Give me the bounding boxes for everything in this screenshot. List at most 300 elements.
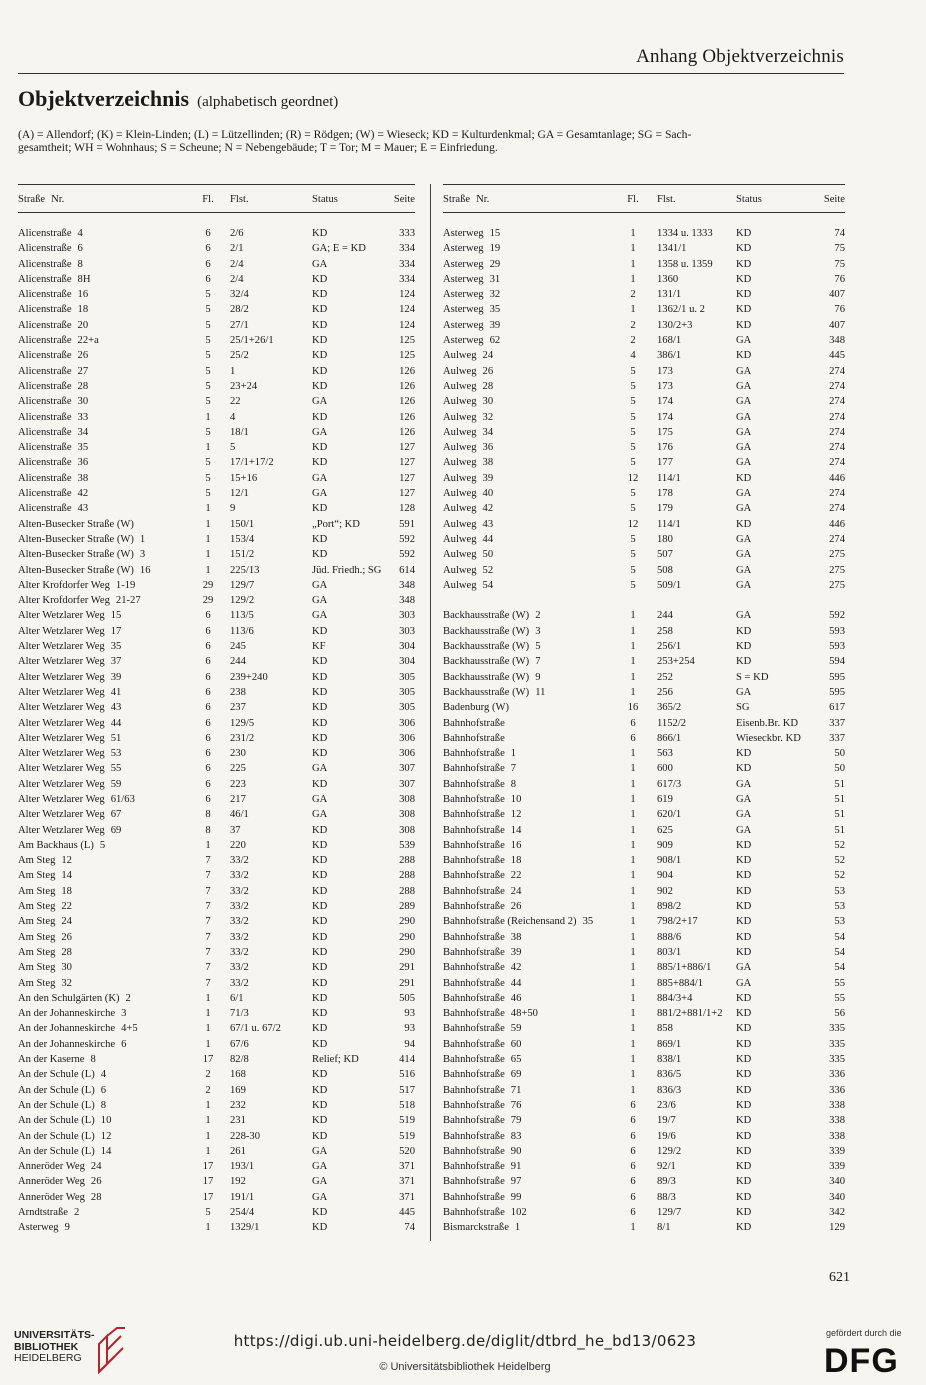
entry-page: 274: [829, 426, 845, 438]
entry-flur: 6: [205, 273, 211, 285]
entry-flur: 5: [205, 472, 211, 484]
entry-street: Alicenstraße: [18, 350, 72, 362]
entry-page: 55: [834, 992, 845, 1004]
entry-street-cell: [18, 1068, 106, 1081]
entry-flur: 6: [205, 778, 211, 790]
index-entry: [18, 411, 415, 426]
entry-flurstueck: 220: [230, 839, 246, 851]
entry-flur: 2: [630, 289, 636, 301]
entry-street-cell: [443, 564, 493, 577]
entry-flur: 5: [630, 442, 636, 454]
entry-status: KD: [736, 1099, 752, 1111]
entry-flur: 5: [630, 457, 636, 469]
entry-page: 307: [399, 778, 415, 790]
index-entry: [18, 288, 415, 303]
entry-status: Wieseckbr. KD: [736, 732, 801, 744]
entry-street: Alicenstraße: [18, 335, 72, 347]
entry-page: 126: [399, 396, 415, 408]
index-entry: [18, 334, 415, 349]
entry-street: Am Steg: [18, 946, 56, 958]
entry-status: KD: [312, 350, 328, 362]
entry-page: 274: [829, 457, 845, 469]
entry-page: 518: [399, 1099, 415, 1111]
index-entry: [18, 640, 415, 655]
entry-status: GA: [736, 579, 752, 591]
entry-status: GA: [312, 809, 328, 821]
entry-street-cell: [18, 977, 72, 990]
entry-street-cell: [18, 1053, 96, 1066]
entry-street-cell: [443, 472, 493, 485]
entry-flur: 1: [630, 258, 636, 270]
index-entry: [443, 762, 845, 777]
entry-street: Bahnhofstraße: [443, 1099, 505, 1111]
entry-status: KD: [736, 916, 752, 928]
entry-status: GA: [736, 610, 752, 622]
entry-status: KD: [736, 870, 752, 882]
entry-street: An der Johanneskirche: [18, 1008, 116, 1020]
entry-street-cell: [18, 456, 88, 469]
index-entry: [443, 686, 845, 701]
entry-number: 43: [77, 503, 89, 515]
index-entry: [443, 885, 845, 900]
index-entry: [18, 671, 415, 686]
entry-flur: 1: [630, 748, 636, 760]
entry-flurstueck: 238: [230, 686, 246, 698]
entry-status: GA: [736, 488, 752, 500]
entry-street: Am Steg: [18, 916, 56, 928]
entry-flur: 7: [205, 901, 211, 913]
entry-status: KD: [312, 977, 328, 989]
entry-status: KD: [312, 1099, 328, 1111]
entry-page: 127: [399, 472, 415, 484]
entry-flur: 1: [205, 564, 211, 576]
entry-page: 125: [399, 350, 415, 362]
index-entry: [18, 319, 415, 334]
entry-flur: 5: [630, 579, 636, 591]
entry-number: 2: [74, 1207, 80, 1218]
index-entry: [18, 395, 415, 410]
entry-street-cell: [443, 625, 540, 638]
index-entry: [18, 242, 415, 257]
entry-flurstueck: 237: [230, 702, 246, 714]
entry-page: 445: [829, 350, 845, 362]
entry-flur: 2: [630, 319, 636, 331]
entry-number: 1: [514, 1222, 521, 1234]
entry-flurstueck: 898/2: [657, 901, 682, 913]
entry-flurstueck: 92/1: [657, 1161, 676, 1173]
entry-street: Bahnhofstraße: [443, 793, 505, 805]
entry-status: KD: [736, 304, 752, 316]
index-entry: [18, 839, 415, 854]
entry-status: KD: [736, 763, 752, 775]
entry-status: KD: [736, 1069, 752, 1081]
entry-flurstueck: 114/1: [657, 472, 681, 484]
entry-street-cell: [443, 426, 493, 439]
entry-flurstueck: 19/7: [657, 1115, 676, 1127]
entry-status: KD: [312, 870, 328, 882]
entry-number: 26: [510, 901, 522, 913]
entry-flur: 6: [205, 702, 211, 714]
entry-flur: 6: [205, 732, 211, 744]
entry-status: KD: [312, 824, 328, 836]
entry-number: 71: [510, 1084, 522, 1096]
entry-street: Bahnhofstraße: [443, 1069, 505, 1081]
entry-page: 414: [399, 1054, 415, 1066]
entry-street-cell: [18, 1022, 138, 1035]
entry-page: 52: [834, 855, 845, 867]
running-head: Anhang Objektverzeichnis: [636, 46, 844, 67]
entry-number: 8H: [77, 273, 91, 285]
entry-street-cell: [443, 1160, 521, 1173]
entry-flurstueck: 129/7: [657, 1207, 682, 1218]
index-entry: [443, 1099, 845, 1114]
entry-street-cell: [18, 1099, 106, 1112]
entry-street-cell: [18, 1038, 126, 1051]
entry-flurstueck: 168: [230, 1069, 246, 1081]
index-entry: [443, 334, 845, 349]
header-street: [443, 194, 489, 205]
entry-street: Aulweg: [443, 564, 477, 576]
entry-street-cell: [443, 502, 493, 515]
index-entry: [443, 1206, 845, 1221]
entry-number: 24: [90, 1161, 102, 1173]
entry-number: 53: [110, 748, 122, 760]
entry-status: KD: [736, 885, 752, 897]
entry-street-cell: [443, 869, 521, 882]
index-entry: [18, 426, 415, 441]
entry-page: 335: [829, 1038, 845, 1050]
entry-flur: 12: [627, 518, 639, 530]
entry-status: GA: [312, 793, 328, 805]
entry-status: S = KD: [736, 671, 769, 683]
entry-status: KD: [312, 380, 328, 392]
index-entry: [18, 1221, 415, 1236]
index-entry: [443, 365, 845, 380]
entry-status: GA: [312, 1191, 328, 1203]
entry-street-cell: [443, 518, 493, 531]
index-entry: [18, 915, 415, 930]
entry-flur: 1: [630, 273, 636, 285]
entry-page: 337: [829, 717, 845, 729]
entry-flurstueck: 33/2: [230, 977, 249, 989]
entry-flur: 1: [205, 1038, 211, 1050]
entry-page: 74: [404, 1222, 415, 1234]
header-street-label: Straße: [18, 194, 46, 205]
entry-page: 124: [399, 289, 415, 301]
entry-street: Alter Wetzlarer Weg: [18, 824, 105, 836]
entry-page: 307: [399, 763, 415, 775]
entry-flurstueck: 888/6: [657, 931, 682, 943]
entry-street: An der Johanneskirche: [18, 1038, 116, 1050]
entry-flur: 5: [630, 549, 636, 561]
entry-number: 99: [510, 1191, 522, 1203]
header-nr-label: Nr.: [476, 194, 490, 205]
entry-flur: 5: [205, 457, 211, 469]
library-line-1: UNIVERSITÄTS-: [14, 1329, 95, 1341]
entry-street: Bahnhofstraße: [443, 962, 505, 974]
entry-street-cell: [18, 227, 83, 240]
index-entry: [443, 227, 845, 242]
index-entry: [18, 717, 415, 732]
entry-street-cell: [443, 303, 500, 316]
index-entry: [18, 1099, 415, 1114]
entry-street: Anneröder Weg: [18, 1191, 85, 1203]
entry-page: 335: [829, 1054, 845, 1066]
entry-street-cell: [18, 564, 151, 577]
entry-status: KD: [312, 273, 328, 285]
entry-flurstueck: 71/3: [230, 1008, 249, 1020]
entry-flur: 1: [205, 533, 211, 545]
entry-number: 36: [482, 442, 494, 454]
entry-flurstueck: 33/2: [230, 916, 249, 928]
entry-flur: 1: [205, 1130, 211, 1142]
index-entry: [18, 1191, 415, 1206]
entry-street: An der Johanneskirche: [18, 1023, 116, 1035]
entry-status: KD: [312, 1023, 328, 1035]
entry-status: KD: [312, 1207, 328, 1218]
entry-status: KD: [736, 1161, 752, 1173]
entry-street-cell: [443, 854, 521, 867]
entry-street: Aulweg: [443, 396, 477, 408]
entry-flur: 1: [205, 518, 211, 530]
entry-number: 69: [110, 824, 122, 836]
entry-number: 26: [90, 1176, 102, 1188]
entry-number: 24: [61, 916, 72, 928]
index-entry: [443, 1068, 845, 1083]
entry-status: GA: [736, 809, 752, 821]
entry-page: 52: [834, 870, 845, 882]
header-street-label: Straße: [443, 194, 471, 205]
entry-flurstueck: 23+24: [230, 380, 258, 392]
entry-street-cell: [18, 609, 121, 622]
entry-status: KD: [312, 962, 328, 974]
entry-flurstueck: 129/2: [230, 595, 255, 607]
entry-flurstueck: 191/1: [230, 1191, 255, 1203]
abbreviation-legend: [18, 128, 846, 154]
entry-status: KD: [312, 778, 328, 790]
entry-flur: 1: [630, 243, 636, 255]
entry-page: 445: [399, 1207, 415, 1218]
entry-status: KD: [736, 1191, 752, 1203]
entry-status: GA: [736, 396, 752, 408]
entry-street: Alicenstraße: [18, 258, 72, 270]
entry-flurstueck: 232: [230, 1099, 246, 1111]
entry-street: Aulweg: [443, 442, 477, 454]
entry-flur: 1: [205, 442, 211, 454]
entry-page: 308: [399, 793, 415, 805]
entry-status: GA: [736, 503, 752, 515]
entry-number: 26: [61, 931, 72, 943]
entry-flur: 1: [630, 656, 636, 668]
entry-street: Bahnhofstraße: [443, 1130, 505, 1142]
entry-street-cell: [443, 242, 500, 255]
entry-status: KD: [736, 901, 752, 913]
index-entry: [18, 303, 415, 318]
entry-flurstueck: 25/2: [230, 350, 249, 362]
entry-street-cell: [443, 1145, 521, 1158]
entry-street-cell: [443, 961, 521, 974]
entry-page: 305: [399, 671, 415, 683]
index-entry: [443, 992, 845, 1007]
entry-number: 39: [489, 319, 501, 331]
index-entry: [18, 1038, 415, 1053]
entry-street-cell: [443, 1038, 521, 1051]
entry-street-cell: [443, 487, 493, 500]
index-entry: [443, 1160, 845, 1175]
entry-street: Bahnhofstraße: [443, 809, 505, 821]
entry-street: Badenburg (W): [443, 702, 509, 714]
entry-flur: 29: [202, 579, 214, 591]
entry-street-cell: [443, 579, 493, 592]
entry-street-cell: [18, 1160, 102, 1173]
entry-number: 36: [77, 457, 89, 469]
index-entry: [18, 977, 415, 992]
entry-flur: 1: [630, 671, 636, 683]
entry-status: GA: [736, 426, 752, 438]
entry-status: KD: [312, 457, 328, 469]
entry-status: GA: [736, 793, 752, 805]
entry-street: Alicenstraße: [18, 472, 72, 484]
index-entry: [443, 671, 845, 686]
index-entry: [18, 258, 415, 273]
entry-street: Asterweg: [443, 335, 484, 347]
entry-flur: 6: [630, 717, 636, 729]
entry-status: KD: [312, 335, 328, 347]
entry-flur: 6: [205, 793, 211, 805]
index-entry: [18, 1145, 415, 1160]
entry-street-cell: [443, 1130, 521, 1143]
entry-status: KD: [312, 931, 328, 943]
entry-flur: 5: [630, 533, 636, 545]
entry-flurstueck: 225/13: [230, 564, 260, 576]
entry-page: 593: [829, 641, 845, 653]
entry-number: 97: [510, 1176, 522, 1188]
entry-flur: 1: [630, 916, 636, 928]
entry-flurstueck: 617/3: [657, 778, 682, 790]
entry-flur: 5: [630, 380, 636, 392]
entry-street: Aulweg: [443, 488, 477, 500]
entry-flur: 6: [205, 763, 211, 775]
index-entry: [18, 1007, 415, 1022]
entry-page: 274: [829, 380, 845, 392]
entry-street: Alicenstraße: [18, 304, 72, 316]
entry-flurstueck: 866/1: [657, 732, 682, 744]
entry-status: GA: [736, 564, 752, 576]
entry-number: 62: [489, 335, 501, 347]
entry-flurstueck: 153/4: [230, 533, 255, 545]
entry-status: GA: [312, 426, 328, 438]
entry-page: 74: [834, 228, 845, 239]
citation-url-link[interactable]: https://digi.ub.uni-heidelberg.de/diglit/dtbrd_he_bd13/0623: [233, 1332, 697, 1350]
index-entry: [18, 869, 415, 884]
index-entry: [18, 502, 415, 517]
entry-flur: 7: [205, 916, 211, 928]
index-entry: [18, 625, 415, 640]
entry-flurstueck: 178: [657, 488, 673, 500]
entry-flur: 6: [205, 641, 211, 653]
entry-flurstueck: 620/1: [657, 809, 682, 821]
entry-street-cell: [18, 1114, 111, 1127]
index-entry: [18, 609, 415, 624]
entry-number: 14: [510, 824, 522, 836]
entry-number: 26: [77, 350, 89, 362]
entry-page: 516: [399, 1069, 415, 1081]
entry-street: Anneröder Weg: [18, 1176, 85, 1188]
page-number: 621: [829, 1270, 850, 1285]
index-entry: [18, 762, 415, 777]
entry-flurstueck: 1334 u. 1333: [657, 228, 713, 239]
entry-flurstueck: 46/1: [230, 809, 249, 821]
entry-number: 16: [510, 839, 522, 851]
entry-street-cell: [18, 915, 72, 928]
entry-street-cell: [443, 701, 509, 714]
entry-street-cell: [443, 977, 521, 990]
entry-number: 43: [110, 702, 122, 714]
entry-street: Bahnhofstraße: [443, 1191, 505, 1203]
entry-flurstueck: 168/1: [657, 335, 682, 347]
entry-street-cell: [443, 349, 493, 362]
entry-page: 54: [834, 962, 845, 974]
entry-street: Backhausstraße (W): [443, 610, 530, 622]
header-nr-label: Nr.: [51, 194, 65, 205]
entry-flur: 5: [205, 365, 211, 377]
index-entry: [18, 579, 415, 594]
entry-street: Am Steg: [18, 962, 56, 974]
entry-status: GA: [736, 824, 752, 836]
entry-number: 8: [90, 1054, 96, 1066]
entry-street: Aulweg: [443, 365, 477, 377]
entry-status: KD: [312, 1084, 328, 1096]
entry-flurstueck: 253+254: [657, 656, 695, 668]
entry-street-cell: [18, 747, 121, 760]
entry-flur: 1: [630, 855, 636, 867]
index-entry: [443, 1053, 845, 1068]
entry-street: An den Schulgärten (K): [18, 992, 120, 1004]
entry-page: 274: [829, 488, 845, 500]
entry-street: Alter Wetzlarer Weg: [18, 717, 105, 729]
entry-page: 342: [829, 1207, 845, 1218]
entry-status: KD: [312, 855, 328, 867]
entry-street-cell: [443, 1206, 527, 1219]
entry-street: Bahnhofstraße: [443, 824, 505, 836]
entry-page: 338: [829, 1115, 845, 1127]
index-entry: [18, 1114, 415, 1129]
entry-flur: 1: [205, 549, 211, 561]
entry-flurstueck: 180: [657, 533, 673, 545]
entry-street: Bahnhofstraße: [443, 870, 505, 882]
entry-page: 339: [829, 1161, 845, 1173]
entry-page: 334: [399, 243, 415, 255]
page-title: [18, 86, 338, 112]
entry-street: An der Schule (L): [18, 1115, 95, 1127]
entry-flur: 6: [630, 1176, 636, 1188]
entry-flurstueck: 1358 u. 1359: [657, 258, 713, 270]
entry-flur: 7: [205, 870, 211, 882]
entry-status: KD: [312, 228, 328, 239]
entry-status: KD: [312, 656, 328, 668]
entry-status: KD: [736, 931, 752, 943]
entry-status: GA: [736, 380, 752, 392]
entry-street-cell: [443, 808, 521, 821]
entry-flur: 5: [205, 1207, 211, 1218]
entry-number: 52: [482, 564, 494, 576]
entry-status: GA: [312, 1161, 328, 1173]
index-entry: [18, 931, 415, 946]
entry-flurstueck: 245: [230, 641, 246, 653]
entry-number: 76: [510, 1099, 522, 1111]
entry-street-cell: [18, 655, 121, 668]
entry-number: 34: [77, 426, 89, 438]
